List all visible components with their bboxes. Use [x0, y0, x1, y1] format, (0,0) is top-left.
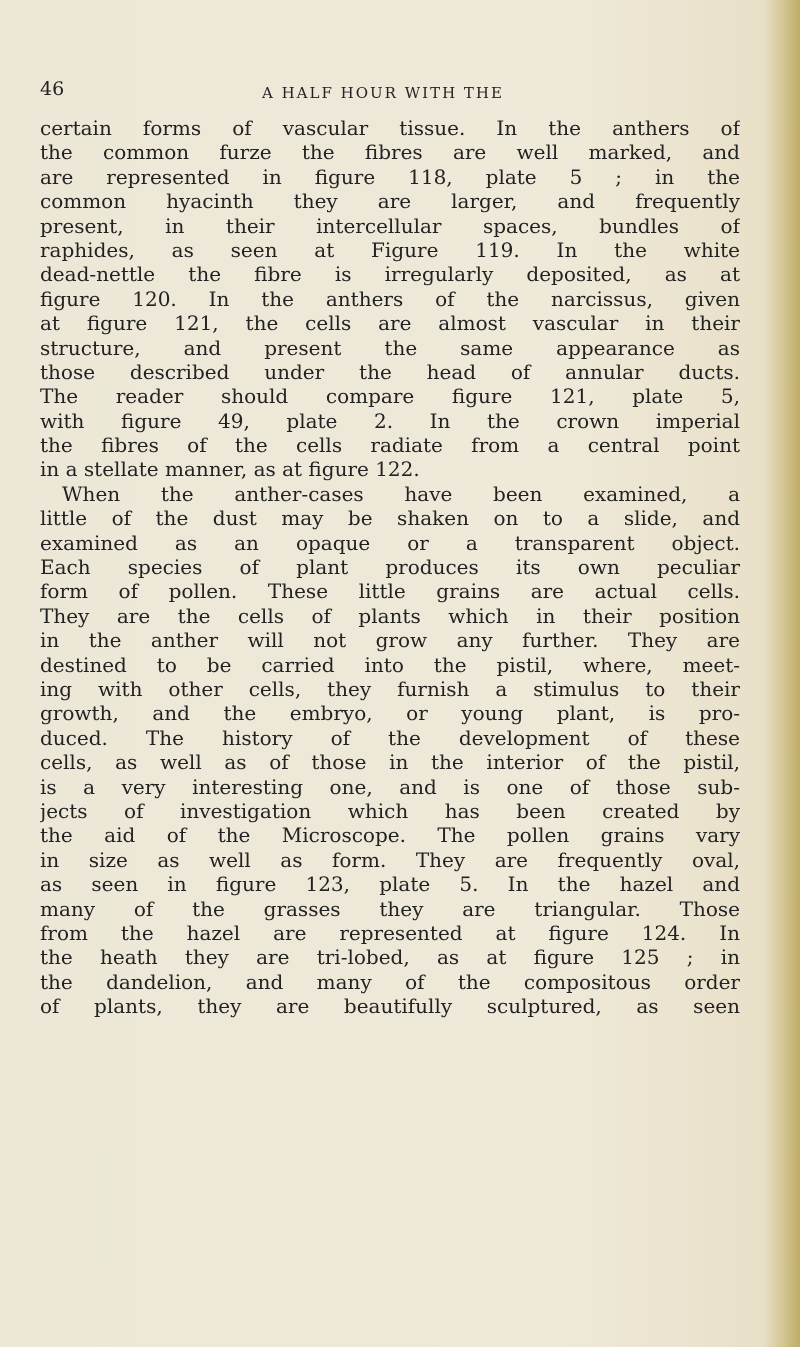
text-line: certain forms of vascular tissue. In the anthers of: [40, 116, 740, 140]
body-text: [40, 116, 740, 1018]
text-line: The reader should compare figure 121, plate 5,: [40, 384, 740, 409]
text-line: in a stellate manner, as at figure 122.: [40, 457, 420, 482]
text-line: dead-nettle the fibre is irregularly deposited, as at: [40, 262, 740, 287]
text-line: structure, and present the same appearance as: [40, 335, 740, 360]
text-line: are represented in figure 118, plate 5 ; in the: [40, 164, 740, 189]
text-line: jects of investigation which has been created by: [40, 798, 740, 823]
text-line: the heath they are tri-lobed, as at figure 125 ; in: [40, 945, 740, 970]
text-line: When the anther-cases have been examined, a: [62, 481, 740, 506]
text-line: in the anther will not grow any further. They are: [40, 628, 740, 653]
text-line: form of pollen. These little grains are actual cells.: [40, 579, 740, 604]
text-line: ing with other cells, they furnish a stimulus to their: [40, 676, 740, 701]
text-line: duced. The history of the development of these: [40, 725, 740, 750]
text-line: the dandelion, and many of the compositous order: [40, 969, 740, 994]
text-line: examined as an opaque or a transparent object.: [40, 530, 740, 555]
text-line: is a very interesting one, and is one of those sub-: [40, 774, 740, 799]
page-edge-shadow: [762, 0, 800, 1347]
text-line: little of the dust may be shaken on to a slide, and: [40, 506, 740, 531]
text-line: those described under the head of annular ducts.: [40, 359, 740, 384]
text-line: They are the cells of plants which in their position: [40, 603, 740, 628]
text-line: of plants, they are beautifully sculptured, as seen: [40, 994, 740, 1019]
text-line: from the hazel are represented at figure 124. In: [40, 920, 740, 945]
text-line: figure 120. In the anthers of the narcissus, given: [40, 286, 740, 311]
text-line: with figure 49, plate 2. In the crown imperial: [40, 408, 740, 433]
text-line: common hyacinth they are larger, and frequently: [40, 189, 740, 214]
text-line: growth, and the embryo, or young plant, is pro-: [40, 701, 740, 726]
text-line: at figure 121, the cells are almost vascular in their: [40, 311, 740, 336]
running-head: A HALF HOUR WITH THE: [262, 84, 504, 102]
text-line: as seen in figure 123, plate 5. In the hazel and: [40, 872, 740, 897]
text-line: present, in their intercellular spaces, bundles of: [40, 213, 740, 238]
text-line: the aid of the Microscope. The pollen grains vary: [40, 823, 740, 848]
text-line: many of the grasses they are triangular. Those: [40, 896, 740, 921]
text-line: in size as well as form. They are frequently oval,: [40, 847, 740, 872]
text-line: destined to be carried into the pistil, where, meet-: [40, 652, 740, 677]
page-number: 46: [40, 78, 65, 100]
text-line: the fibres of the cells radiate from a central point: [40, 433, 740, 458]
text-line: the common furze the fibres are well marked, and: [40, 140, 740, 165]
page-header: [40, 78, 760, 108]
text-line: Each species of plant produces its own peculiar: [40, 555, 740, 580]
text-line: raphides, as seen at Figure 119. In the white: [40, 237, 740, 262]
text-line: cells, as well as of those in the interior of the pistil,: [40, 750, 740, 775]
